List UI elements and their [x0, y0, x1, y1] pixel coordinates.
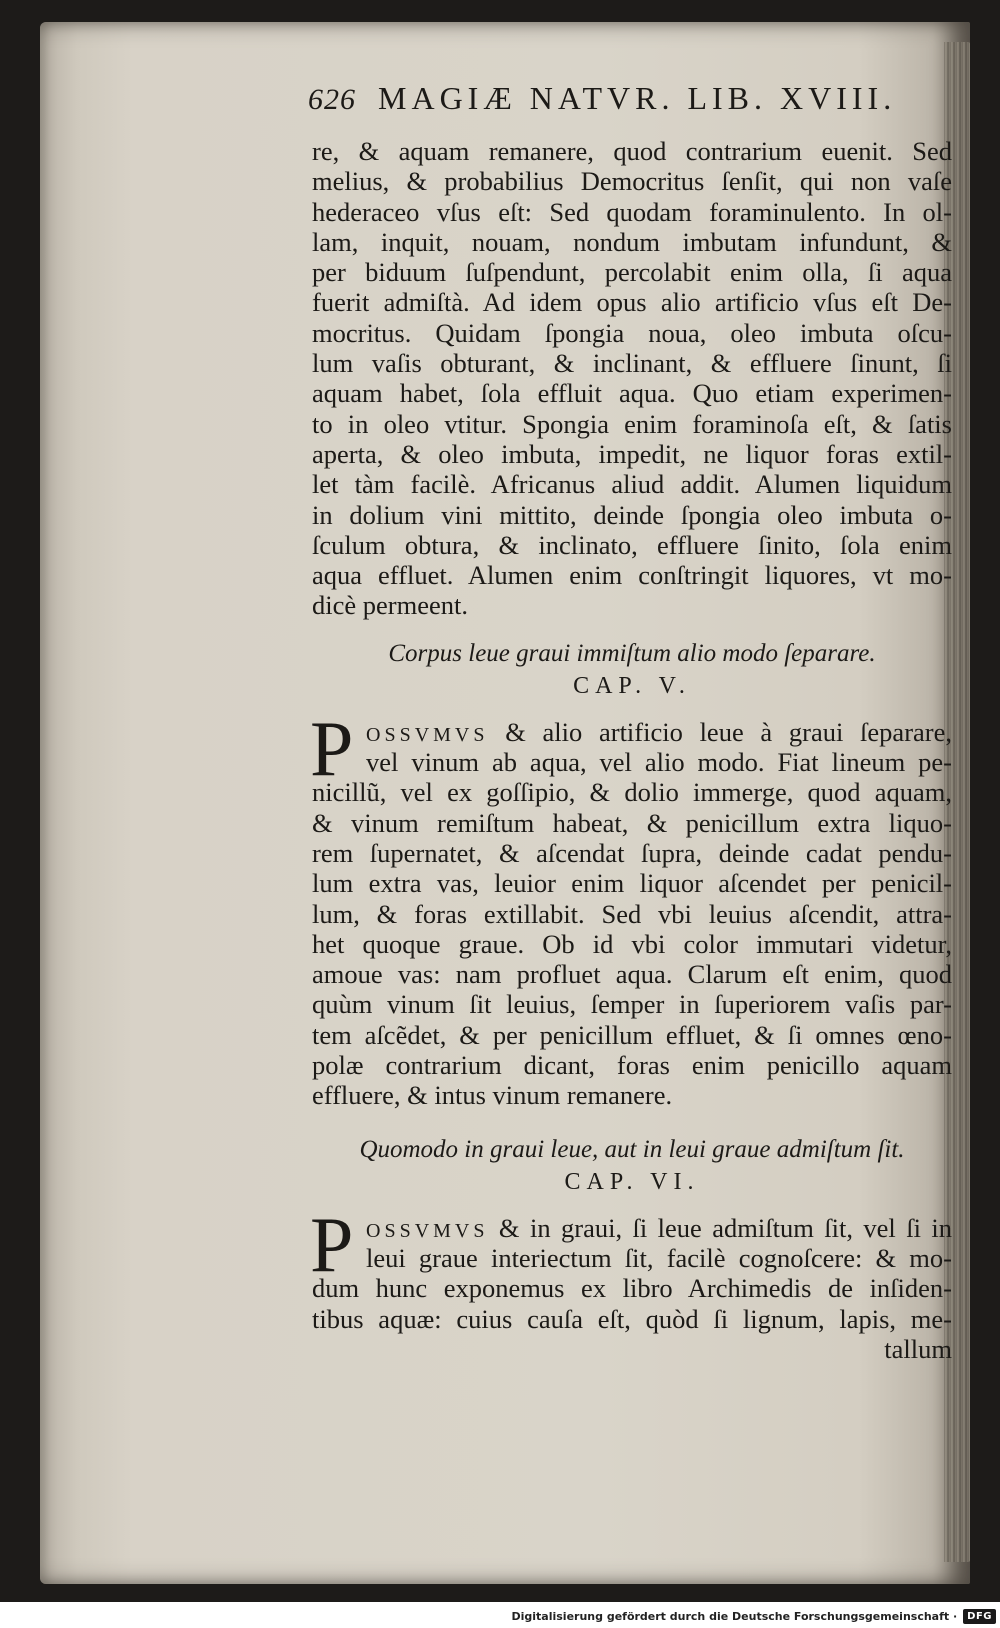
text-line: rem ſupernatet, & aſcendat ſupra, deinde cadat pendu-	[312, 837, 952, 868]
spacer	[312, 701, 952, 717]
text-line: lum extra vas, leuior enim liquor aſcendet per penicil-	[312, 868, 952, 899]
text-line: re, & aquam remanere, quod contrarium euenit. Sed	[312, 136, 952, 166]
dfg-logo: DFG	[963, 1609, 996, 1624]
text-line	[312, 717, 952, 747]
text-block	[308, 80, 952, 1364]
chapter-heading: Quomodo in graui leue, aut in leui graue admiſtum ſit.	[359, 1135, 905, 1163]
text-line: polæ contrarium dicant, foras enim penicillo aquam	[312, 1050, 952, 1081]
text-line: mocritus. Quidam ſpongia noua, oleo imbuta oſcu-	[312, 317, 952, 348]
text-line	[312, 1213, 952, 1243]
text-line: tibus aquæ: cuius cauſa eſt, quòd ſi lignum, lapis, me-	[312, 1303, 952, 1334]
text-line: leui graue interiectum ſit, facilè cognoſcere: & mo-	[366, 1242, 952, 1273]
section-1	[312, 136, 952, 621]
text-line: effluere, & intus vinum remanere.	[312, 1080, 673, 1111]
text-line: fuerit admiſtà. Ad idem opus alio artificio vſus eſt De-	[312, 287, 952, 318]
first-word: OSSVMVS	[366, 1219, 489, 1242]
credit-text: Digitalisierung gefördert durch die Deutsche Forschungsgemeinschaft ·	[511, 1609, 958, 1623]
text-line: amoue vas: nam profluet aqua. Clarum eſt enim, quod	[312, 959, 952, 990]
text-line: aquam habet, ſola effluit aqua. Quo etiam experimen-	[312, 378, 952, 409]
text-line: tem aſcẽdet, & per penicillum effluet, & ſi omnes œno-	[312, 1019, 952, 1050]
paragraph	[310, 1200, 952, 1364]
text-line: het quoque graue. Ob id vbi color immutari videtur,	[312, 928, 952, 959]
text-line: lum, & foras extillabit. Sed vbi leuius aſcendit, attra-	[312, 898, 952, 929]
first-line-rest: & in graui, ſi leue admiſtum ſit, vel ſi in	[498, 1212, 952, 1243]
text-line: per biduum ſuſpendunt, percolabit enim olla, ſi aqua	[312, 257, 952, 288]
text-line: aperta, & oleo imbuta, impedit, ne liquor foras extil-	[312, 438, 952, 469]
text-line: to in oleo vtitur. Spongia enim foraminoſa eſt, & ſatis	[312, 408, 952, 439]
text-line: lum vaſis obturant, & inclinant, & effluere ſinunt, ſi	[312, 348, 952, 379]
section-3	[312, 1133, 952, 1364]
drop-cap: P	[310, 1200, 354, 1288]
text-line: ſculum obtura, & inclinato, effluere ſinito, ſola enim	[312, 529, 952, 560]
text-line: dicè permeent.	[312, 590, 468, 621]
text-line: vel vinum ab aqua, vel alio modo. Fiat lineum pe-	[366, 747, 952, 778]
text-line: dum hunc exponemus ex libro Archimedis de inſiden-	[312, 1273, 952, 1304]
page-header	[308, 80, 952, 136]
drop-cap: P	[310, 704, 354, 792]
text-line: hederaceo vſus eſt: Sed quodam foraminulento. In ol-	[312, 196, 952, 227]
spacer	[312, 1111, 952, 1133]
text-line: quùm vinum ſit leuius, ſemper in ſuperiorem vaſis par-	[312, 989, 952, 1020]
text-line: aqua effluet. Alumen enim conſtringit liquores, vt mo-	[312, 560, 952, 591]
text-line: melius, & probabilius Democritus ſenſit, qui non vaſe	[312, 166, 952, 197]
chapter-number: CAP. VI.	[564, 1168, 700, 1195]
chapter-heading: Corpus leue graui immiſtum alio modo ſeparare.	[388, 639, 876, 667]
running-title: MAGIÆ NATVR. LIB. XVIII.	[378, 80, 897, 116]
paragraph	[310, 704, 952, 1111]
spacer	[312, 621, 952, 637]
page-number: 626	[308, 83, 356, 116]
spacer	[312, 1197, 952, 1213]
section-2	[312, 637, 952, 1111]
text-line: nicillũ, vel ex goſſipio, & dolio immerge, quod aquam,	[312, 777, 952, 808]
text-line: & vinum remiſtum habeat, & penicillum extra liquo-	[312, 807, 952, 838]
text-line: let tàm facilè. Africanus aliud addit. Alumen liquidum	[312, 469, 952, 500]
first-word: OSSVMVS	[366, 723, 489, 746]
text-line: lam, inquit, nouam, nondum imbutam infundunt, &	[312, 226, 952, 257]
chapter-number: CAP. V.	[573, 672, 691, 699]
catchword: tallum	[884, 1333, 952, 1364]
digitization-credit	[511, 1606, 996, 1626]
text-line: in dolium vini mittito, deinde ſpongia oleo imbuta o-	[312, 499, 952, 530]
first-line-rest: & alio artificio leue à graui ſeparare,	[505, 716, 952, 747]
